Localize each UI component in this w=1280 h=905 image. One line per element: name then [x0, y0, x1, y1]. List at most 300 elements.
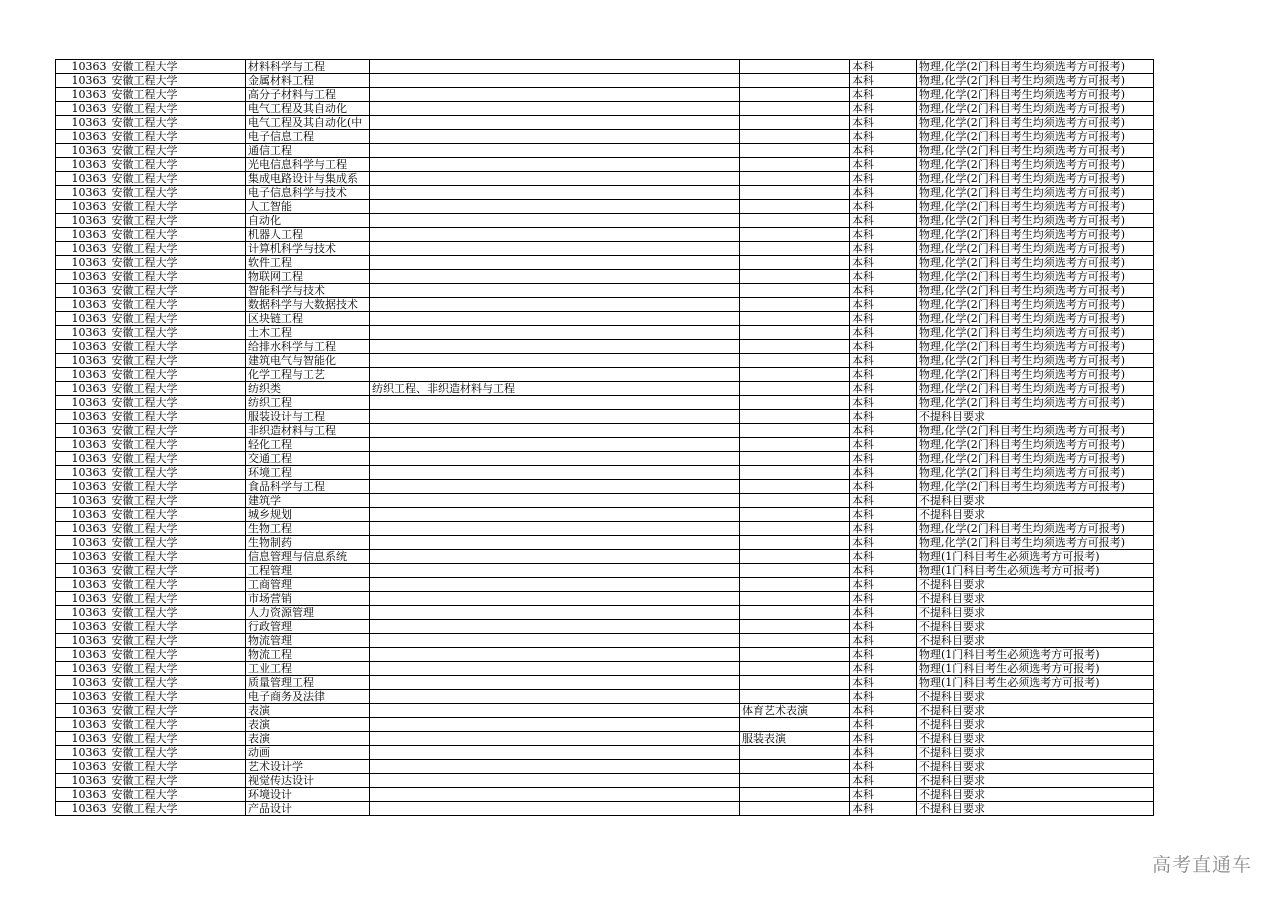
school-code-cell: 10363 — [56, 760, 109, 774]
subject-requirement-cell: 不提科目要求 — [917, 760, 1154, 774]
school-code-cell: 10363 — [56, 354, 109, 368]
school-code-cell: 10363 — [56, 480, 109, 494]
included-majors-cell — [370, 144, 740, 158]
level-cell: 本科 — [850, 74, 917, 88]
remark-cell — [740, 200, 850, 214]
table-row — [56, 340, 1154, 354]
subject-requirement-cell: 不提科目要求 — [917, 620, 1154, 634]
included-majors-cell — [370, 760, 740, 774]
table-row — [56, 578, 1154, 592]
major-name-cell: 高分子材料与工程 — [246, 88, 370, 102]
level-cell: 本科 — [850, 774, 917, 788]
remark-cell — [740, 270, 850, 284]
subject-requirement-cell: 物理,化学(2门科目考生均须选考方可报考) — [917, 158, 1154, 172]
level-cell: 本科 — [850, 522, 917, 536]
school-name-cell: 安徽工程大学 — [109, 662, 246, 676]
level-cell: 本科 — [850, 354, 917, 368]
subject-requirement-cell: 物理,化学(2门科目考生均须选考方可报考) — [917, 382, 1154, 396]
remark-cell — [740, 718, 850, 732]
major-name-cell: 材料科学与工程 — [246, 60, 370, 74]
major-name-cell: 电子商务及法律 — [246, 690, 370, 704]
remark-cell — [740, 144, 850, 158]
school-code-cell: 10363 — [56, 606, 109, 620]
included-majors-cell — [370, 550, 740, 564]
school-code-cell: 10363 — [56, 242, 109, 256]
school-name-cell: 安徽工程大学 — [109, 116, 246, 130]
school-code-cell: 10363 — [56, 648, 109, 662]
school-name-cell: 安徽工程大学 — [109, 200, 246, 214]
school-name-cell: 安徽工程大学 — [109, 508, 246, 522]
remark-cell — [740, 452, 850, 466]
table-row — [56, 480, 1154, 494]
school-code-cell: 10363 — [56, 200, 109, 214]
table-row — [56, 606, 1154, 620]
level-cell: 本科 — [850, 550, 917, 564]
remark-cell — [740, 382, 850, 396]
school-name-cell: 安徽工程大学 — [109, 578, 246, 592]
school-name-cell: 安徽工程大学 — [109, 480, 246, 494]
subject-requirement-cell: 物理(1门科目考生必须选考方可报考) — [917, 676, 1154, 690]
included-majors-cell — [370, 228, 740, 242]
level-cell: 本科 — [850, 746, 917, 760]
remark-cell — [740, 158, 850, 172]
subject-requirement-cell: 物理,化学(2门科目考生均须选考方可报考) — [917, 228, 1154, 242]
remark-cell — [740, 130, 850, 144]
level-cell: 本科 — [850, 284, 917, 298]
included-majors-cell — [370, 774, 740, 788]
subject-requirement-cell: 物理,化学(2门科目考生均须选考方可报考) — [917, 186, 1154, 200]
school-name-cell: 安徽工程大学 — [109, 592, 246, 606]
major-name-cell: 信息管理与信息系统 — [246, 550, 370, 564]
remark-cell — [740, 60, 850, 74]
remark-cell: 服装表演 — [740, 732, 850, 746]
subject-requirement-cell: 物理,化学(2门科目考生均须选考方可报考) — [917, 466, 1154, 480]
subject-requirement-cell: 物理,化学(2门科目考生均须选考方可报考) — [917, 242, 1154, 256]
table-row — [56, 452, 1154, 466]
level-cell: 本科 — [850, 606, 917, 620]
major-requirements-table — [55, 59, 1154, 816]
remark-cell — [740, 494, 850, 508]
major-name-cell: 视觉传达设计 — [246, 774, 370, 788]
table-row — [56, 144, 1154, 158]
school-name-cell: 安徽工程大学 — [109, 172, 246, 186]
school-code-cell: 10363 — [56, 102, 109, 116]
major-name-cell: 质量管理工程 — [246, 676, 370, 690]
table-row — [56, 648, 1154, 662]
subject-requirement-cell: 不提科目要求 — [917, 732, 1154, 746]
school-code-cell: 10363 — [56, 410, 109, 424]
remark-cell — [740, 760, 850, 774]
included-majors-cell — [370, 732, 740, 746]
level-cell: 本科 — [850, 312, 917, 326]
level-cell: 本科 — [850, 368, 917, 382]
level-cell: 本科 — [850, 718, 917, 732]
included-majors-cell — [370, 326, 740, 340]
included-majors-cell — [370, 256, 740, 270]
school-code-cell: 10363 — [56, 88, 109, 102]
school-code-cell: 10363 — [56, 74, 109, 88]
included-majors-cell — [370, 396, 740, 410]
subject-requirement-cell: 物理,化学(2门科目考生均须选考方可报考) — [917, 354, 1154, 368]
school-code-cell: 10363 — [56, 466, 109, 480]
school-name-cell: 安徽工程大学 — [109, 620, 246, 634]
table-row — [56, 494, 1154, 508]
remark-cell — [740, 466, 850, 480]
included-majors-cell — [370, 466, 740, 480]
subject-requirement-cell: 物理,化学(2门科目考生均须选考方可报考) — [917, 438, 1154, 452]
school-code-cell: 10363 — [56, 284, 109, 298]
table-row — [56, 466, 1154, 480]
subject-requirement-cell: 物理,化学(2门科目考生均须选考方可报考) — [917, 102, 1154, 116]
remark-cell — [740, 396, 850, 410]
school-name-cell: 安徽工程大学 — [109, 158, 246, 172]
major-name-cell: 纺织类 — [246, 382, 370, 396]
included-majors-cell — [370, 648, 740, 662]
table-row — [56, 760, 1154, 774]
subject-requirement-cell: 物理,化学(2门科目考生均须选考方可报考) — [917, 200, 1154, 214]
remark-cell — [740, 676, 850, 690]
subject-requirement-cell: 物理,化学(2门科目考生均须选考方可报考) — [917, 424, 1154, 438]
included-majors-cell — [370, 452, 740, 466]
subject-requirement-cell: 物理,化学(2门科目考生均须选考方可报考) — [917, 130, 1154, 144]
school-name-cell: 安徽工程大学 — [109, 452, 246, 466]
school-code-cell: 10363 — [56, 368, 109, 382]
remark-cell — [740, 774, 850, 788]
level-cell: 本科 — [850, 676, 917, 690]
remark-cell — [740, 690, 850, 704]
level-cell: 本科 — [850, 648, 917, 662]
level-cell: 本科 — [850, 298, 917, 312]
school-code-cell: 10363 — [56, 788, 109, 802]
school-code-cell: 10363 — [56, 326, 109, 340]
level-cell: 本科 — [850, 130, 917, 144]
school-name-cell: 安徽工程大学 — [109, 382, 246, 396]
level-cell: 本科 — [850, 88, 917, 102]
school-code-cell: 10363 — [56, 144, 109, 158]
major-name-cell: 艺术设计学 — [246, 760, 370, 774]
school-code-cell: 10363 — [56, 508, 109, 522]
school-name-cell: 安徽工程大学 — [109, 438, 246, 452]
major-name-cell: 非织造材料与工程 — [246, 424, 370, 438]
school-code-cell: 10363 — [56, 158, 109, 172]
remark-cell — [740, 802, 850, 816]
table-row — [56, 354, 1154, 368]
table-row — [56, 270, 1154, 284]
school-name-cell: 安徽工程大学 — [109, 186, 246, 200]
included-majors-cell — [370, 158, 740, 172]
included-majors-cell — [370, 354, 740, 368]
included-majors-cell — [370, 494, 740, 508]
included-majors-cell — [370, 634, 740, 648]
school-name-cell: 安徽工程大学 — [109, 536, 246, 550]
school-name-cell: 安徽工程大学 — [109, 60, 246, 74]
level-cell: 本科 — [850, 480, 917, 494]
subject-requirement-cell: 不提科目要求 — [917, 592, 1154, 606]
included-majors-cell — [370, 564, 740, 578]
major-name-cell: 表演 — [246, 718, 370, 732]
included-majors-cell — [370, 788, 740, 802]
table-row — [56, 284, 1154, 298]
school-name-cell: 安徽工程大学 — [109, 284, 246, 298]
school-name-cell: 安徽工程大学 — [109, 88, 246, 102]
included-majors-cell — [370, 438, 740, 452]
subject-requirement-cell: 物理,化学(2门科目考生均须选考方可报考) — [917, 60, 1154, 74]
school-code-cell: 10363 — [56, 172, 109, 186]
major-name-cell: 服装设计与工程 — [246, 410, 370, 424]
school-name-cell: 安徽工程大学 — [109, 466, 246, 480]
table-row — [56, 802, 1154, 816]
major-name-cell: 电子信息工程 — [246, 130, 370, 144]
remark-cell — [740, 298, 850, 312]
major-name-cell: 物流工程 — [246, 648, 370, 662]
school-code-cell: 10363 — [56, 424, 109, 438]
subject-requirement-cell: 物理,化学(2门科目考生均须选考方可报考) — [917, 298, 1154, 312]
subject-requirement-cell: 物理,化学(2门科目考生均须选考方可报考) — [917, 522, 1154, 536]
included-majors-cell — [370, 214, 740, 228]
included-majors-cell — [370, 522, 740, 536]
subject-requirement-cell: 物理,化学(2门科目考生均须选考方可报考) — [917, 340, 1154, 354]
level-cell: 本科 — [850, 200, 917, 214]
subject-requirement-cell: 不提科目要求 — [917, 578, 1154, 592]
table-row — [56, 690, 1154, 704]
remark-cell — [740, 116, 850, 130]
remark-cell — [740, 214, 850, 228]
level-cell: 本科 — [850, 494, 917, 508]
remark-cell — [740, 228, 850, 242]
included-majors-cell — [370, 172, 740, 186]
major-name-cell: 食品科学与工程 — [246, 480, 370, 494]
school-name-cell: 安徽工程大学 — [109, 228, 246, 242]
included-majors-cell — [370, 746, 740, 760]
level-cell: 本科 — [850, 634, 917, 648]
table-row — [56, 732, 1154, 746]
table-row — [56, 214, 1154, 228]
table-row — [56, 564, 1154, 578]
subject-requirement-cell: 物理(1门科目考生必须选考方可报考) — [917, 648, 1154, 662]
subject-requirement-cell: 物理,化学(2门科目考生均须选考方可报考) — [917, 536, 1154, 550]
major-name-cell: 生物工程 — [246, 522, 370, 536]
table-row — [56, 536, 1154, 550]
school-code-cell: 10363 — [56, 676, 109, 690]
remark-cell: 体育艺术表演 — [740, 704, 850, 718]
table-row — [56, 396, 1154, 410]
school-name-cell: 安徽工程大学 — [109, 368, 246, 382]
major-name-cell: 环境设计 — [246, 788, 370, 802]
subject-requirement-cell: 不提科目要求 — [917, 718, 1154, 732]
table-row — [56, 172, 1154, 186]
school-name-cell: 安徽工程大学 — [109, 298, 246, 312]
remark-cell — [740, 88, 850, 102]
major-name-cell: 软件工程 — [246, 256, 370, 270]
level-cell: 本科 — [850, 690, 917, 704]
school-code-cell: 10363 — [56, 396, 109, 410]
level-cell: 本科 — [850, 326, 917, 340]
school-code-cell: 10363 — [56, 438, 109, 452]
school-name-cell: 安徽工程大学 — [109, 130, 246, 144]
table-row — [56, 88, 1154, 102]
school-code-cell: 10363 — [56, 186, 109, 200]
remark-cell — [740, 788, 850, 802]
major-name-cell: 工程管理 — [246, 564, 370, 578]
level-cell: 本科 — [850, 60, 917, 74]
subject-requirement-cell: 物理,化学(2门科目考生均须选考方可报考) — [917, 396, 1154, 410]
major-name-cell: 建筑电气与智能化 — [246, 354, 370, 368]
subject-requirement-cell: 不提科目要求 — [917, 606, 1154, 620]
included-majors-cell — [370, 88, 740, 102]
major-name-cell: 给排水科学与工程 — [246, 340, 370, 354]
included-majors-cell — [370, 312, 740, 326]
level-cell: 本科 — [850, 270, 917, 284]
school-code-cell: 10363 — [56, 298, 109, 312]
school-code-cell: 10363 — [56, 690, 109, 704]
school-name-cell: 安徽工程大学 — [109, 704, 246, 718]
school-code-cell: 10363 — [56, 312, 109, 326]
level-cell: 本科 — [850, 732, 917, 746]
school-name-cell: 安徽工程大学 — [109, 564, 246, 578]
table-row — [56, 438, 1154, 452]
included-majors-cell — [370, 718, 740, 732]
remark-cell — [740, 508, 850, 522]
included-majors-cell — [370, 298, 740, 312]
school-name-cell: 安徽工程大学 — [109, 354, 246, 368]
major-name-cell: 表演 — [246, 732, 370, 746]
major-name-cell: 物联网工程 — [246, 270, 370, 284]
level-cell: 本科 — [850, 564, 917, 578]
included-majors-cell — [370, 620, 740, 634]
major-name-cell: 机器人工程 — [246, 228, 370, 242]
table-row — [56, 382, 1154, 396]
major-name-cell: 交通工程 — [246, 452, 370, 466]
level-cell: 本科 — [850, 788, 917, 802]
included-majors-cell — [370, 284, 740, 298]
included-majors-cell — [370, 676, 740, 690]
level-cell: 本科 — [850, 578, 917, 592]
level-cell: 本科 — [850, 592, 917, 606]
major-name-cell: 人工智能 — [246, 200, 370, 214]
level-cell: 本科 — [850, 802, 917, 816]
school-code-cell: 10363 — [56, 746, 109, 760]
subject-requirement-cell: 不提科目要求 — [917, 774, 1154, 788]
school-name-cell: 安徽工程大学 — [109, 102, 246, 116]
remark-cell — [740, 438, 850, 452]
level-cell: 本科 — [850, 228, 917, 242]
remark-cell — [740, 312, 850, 326]
included-majors-cell — [370, 116, 740, 130]
school-name-cell: 安徽工程大学 — [109, 802, 246, 816]
school-code-cell: 10363 — [56, 592, 109, 606]
included-majors-cell — [370, 340, 740, 354]
school-code-cell: 10363 — [56, 256, 109, 270]
included-majors-cell — [370, 480, 740, 494]
level-cell: 本科 — [850, 144, 917, 158]
school-name-cell: 安徽工程大学 — [109, 74, 246, 88]
school-name-cell: 安徽工程大学 — [109, 648, 246, 662]
table-row — [56, 676, 1154, 690]
major-name-cell: 电子信息科学与技术 — [246, 186, 370, 200]
subject-requirement-cell: 不提科目要求 — [917, 690, 1154, 704]
table-row — [56, 424, 1154, 438]
included-majors-cell — [370, 130, 740, 144]
remark-cell — [740, 368, 850, 382]
included-majors-cell — [370, 200, 740, 214]
school-name-cell: 安徽工程大学 — [109, 214, 246, 228]
major-name-cell: 生物制药 — [246, 536, 370, 550]
table-row — [56, 704, 1154, 718]
school-name-cell: 安徽工程大学 — [109, 270, 246, 284]
school-code-cell: 10363 — [56, 228, 109, 242]
major-name-cell: 建筑学 — [246, 494, 370, 508]
school-code-cell: 10363 — [56, 340, 109, 354]
subject-requirement-cell: 物理,化学(2门科目考生均须选考方可报考) — [917, 256, 1154, 270]
level-cell: 本科 — [850, 382, 917, 396]
remark-cell — [740, 634, 850, 648]
included-majors-cell — [370, 186, 740, 200]
table-row — [56, 788, 1154, 802]
table-row — [56, 410, 1154, 424]
major-name-cell: 轻化工程 — [246, 438, 370, 452]
remark-cell — [740, 522, 850, 536]
school-code-cell: 10363 — [56, 564, 109, 578]
major-name-cell: 通信工程 — [246, 144, 370, 158]
school-name-cell: 安徽工程大学 — [109, 396, 246, 410]
school-name-cell: 安徽工程大学 — [109, 718, 246, 732]
included-majors-cell — [370, 410, 740, 424]
school-code-cell: 10363 — [56, 214, 109, 228]
remark-cell — [740, 102, 850, 116]
school-code-cell: 10363 — [56, 452, 109, 466]
included-majors-cell — [370, 508, 740, 522]
school-name-cell: 安徽工程大学 — [109, 760, 246, 774]
table-row — [56, 200, 1154, 214]
table-row — [56, 620, 1154, 634]
remark-cell — [740, 326, 850, 340]
major-name-cell: 产品设计 — [246, 802, 370, 816]
school-name-cell: 安徽工程大学 — [109, 144, 246, 158]
school-name-cell: 安徽工程大学 — [109, 690, 246, 704]
subject-requirement-cell: 物理(1门科目考生必须选考方可报考) — [917, 564, 1154, 578]
level-cell: 本科 — [850, 242, 917, 256]
major-name-cell: 纺织工程 — [246, 396, 370, 410]
major-name-cell: 电气工程及其自动化(中 — [246, 116, 370, 130]
major-name-cell: 表演 — [246, 704, 370, 718]
school-name-cell: 安徽工程大学 — [109, 326, 246, 340]
subject-requirement-cell: 物理(1门科目考生必须选考方可报考) — [917, 662, 1154, 676]
included-majors-cell: 纺织工程、非织造材料与工程 — [370, 382, 740, 396]
subject-requirement-cell: 物理,化学(2门科目考生均须选考方可报考) — [917, 284, 1154, 298]
remark-cell — [740, 620, 850, 634]
included-majors-cell — [370, 424, 740, 438]
remark-cell — [740, 424, 850, 438]
school-code-cell: 10363 — [56, 550, 109, 564]
table-row — [56, 634, 1154, 648]
major-name-cell: 城乡规划 — [246, 508, 370, 522]
table-row — [56, 746, 1154, 760]
remark-cell — [740, 746, 850, 760]
subject-requirement-cell: 不提科目要求 — [917, 410, 1154, 424]
included-majors-cell — [370, 242, 740, 256]
table-row — [56, 242, 1154, 256]
school-name-cell: 安徽工程大学 — [109, 256, 246, 270]
table-row — [56, 326, 1154, 340]
table-body — [56, 60, 1154, 816]
major-name-cell: 工业工程 — [246, 662, 370, 676]
subject-requirement-cell: 物理(1门科目考生必须选考方可报考) — [917, 550, 1154, 564]
major-name-cell: 行政管理 — [246, 620, 370, 634]
subject-requirement-cell: 不提科目要求 — [917, 788, 1154, 802]
major-name-cell: 人力资源管理 — [246, 606, 370, 620]
school-name-cell: 安徽工程大学 — [109, 746, 246, 760]
school-code-cell: 10363 — [56, 704, 109, 718]
